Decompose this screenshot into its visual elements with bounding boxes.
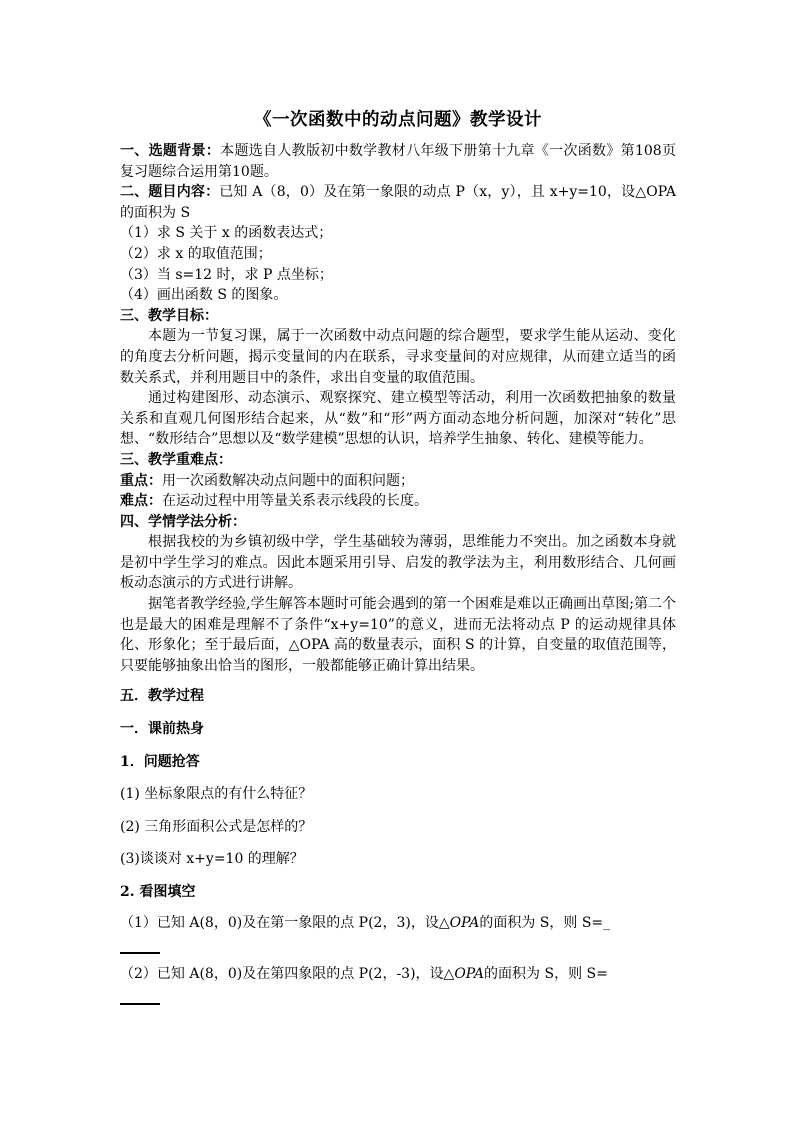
fill-text: 的面积为 S，则 S=: [484, 965, 608, 982]
warmup-sub-2: 2. 看图填空: [120, 884, 196, 900]
fill-triangle: OPA: [454, 965, 485, 982]
answer-blank-2[interactable]: [120, 984, 676, 1005]
blank-line[interactable]: [120, 938, 160, 954]
section-heading: 一、选题背景：: [120, 143, 221, 159]
key-text: 用一次函数解决动点问题中的面积问题；: [162, 472, 414, 489]
section-heading-process: 五．教学过程: [120, 688, 204, 705]
goals-paragraph-2: 通过构建图形、动态演示、观察探究、建立模型等活动，利用一次函数把抽象的数量关系和直观几何图形结合起来，从“数”和“形”两方面动态地分析问题，加深对“转化”思想、“数形结合”思想以及“数学建模”思想的认识，培养学生抽象、转化、建模等能力。: [120, 390, 676, 448]
warmup-sub-1: 1．问题抢答: [120, 753, 200, 770]
warmup-question-2: (2) 三角形面积公式是怎样的？: [120, 818, 313, 835]
analysis-paragraph-2: 据笔者教学经验,学生解答本题时可能会遇到的第一个困难是难以正确画出草图;第二个也是最大的困难是理解不了条件“x+y=10”的意义，进而无法将动点 P 的运动规律具体化、形象化；至于最后面，△OPA 高的数量表示，面积 S 的计算，自变量的取值范围等，只要能够抽象出恰当的图形，一般都能够正确计算出结果。: [120, 596, 676, 674]
question-1: （1）求 S 关于 x 的函数表达式；: [120, 225, 333, 242]
section-heading: 二、题目内容：: [120, 184, 220, 201]
difficult-text: 在运动过程中用等量关系表示线段的长度。: [162, 493, 428, 510]
fill-text: （1）已知 A(8，0)及在第一象限的点 P(2，3)，设△: [120, 914, 450, 931]
section-heading-analysis: 四、学情学法分析：: [120, 513, 246, 530]
warmup-question-1: (1) 坐标象限点的有什么特征？: [120, 786, 313, 803]
warmup-question-3: (3)谈谈对 x+y=10 的理解？: [120, 851, 304, 868]
document-page: [120, 100, 676, 1005]
section-text: 本题选自人教版初中数学教材八年级下册第十九章《一次函数》第108页复习题综合运用第10题。: [120, 143, 676, 180]
blank-line[interactable]: [120, 989, 160, 1005]
goals-paragraph-1: 本题为一节复习课，属于一次函数中动点问题的综合题型，要求学生能从运动、变化的角度去分析问题，揭示变量间的内在联系，寻求变量间的对应规律，从而建立适当的函数关系式，并利用题目中的条件，求出自变量的取值范围。: [120, 328, 676, 386]
fill-question-2: [120, 964, 676, 985]
question-3: （3）当 s=12 时，求 P 点坐标；: [120, 266, 333, 283]
section-problem: [120, 182, 676, 223]
difficult-point: [120, 491, 676, 512]
key-point: [120, 471, 676, 492]
fill-text: （2）已知 A(8，0)及在第四象限的点 P(2，-3)，设△: [120, 965, 455, 982]
fill-question-1: [120, 913, 676, 934]
difficult-label: 难点：: [120, 493, 162, 510]
section-background: [120, 141, 676, 182]
document-title: 《一次函数中的动点问题》教学设计: [254, 110, 542, 130]
warmup-heading: 一．课前热身: [120, 721, 204, 738]
analysis-paragraph-1: 根据我校的为乡镇初级中学，学生基础较为薄弱，思维能力不突出。加之函数本身就是初中学生学习的难点。因此本题采用引导、启发的教学法为主，利用数形结合、几何画板动态演示的方式进行讲解。: [120, 534, 676, 592]
section-text: 已知 A（8，0）及在第一象限的动点 P（x，y），且 x+y=10，设△OPA的面积为 S: [120, 184, 676, 221]
question-4: （4）画出函数 S 的图象。: [120, 287, 288, 304]
fill-triangle: OPA: [449, 914, 480, 931]
answer-blank-1[interactable]: [120, 933, 676, 954]
fill-text: 的面积为 S，则 S=_: [479, 914, 611, 931]
question-2: （2）求 x 的取值范围；: [120, 245, 272, 262]
section-heading-keypoints: 三、教学重难点：: [120, 451, 232, 468]
key-label: 重点：: [120, 472, 162, 489]
section-heading-goals: 三、教学目标：: [120, 307, 218, 324]
